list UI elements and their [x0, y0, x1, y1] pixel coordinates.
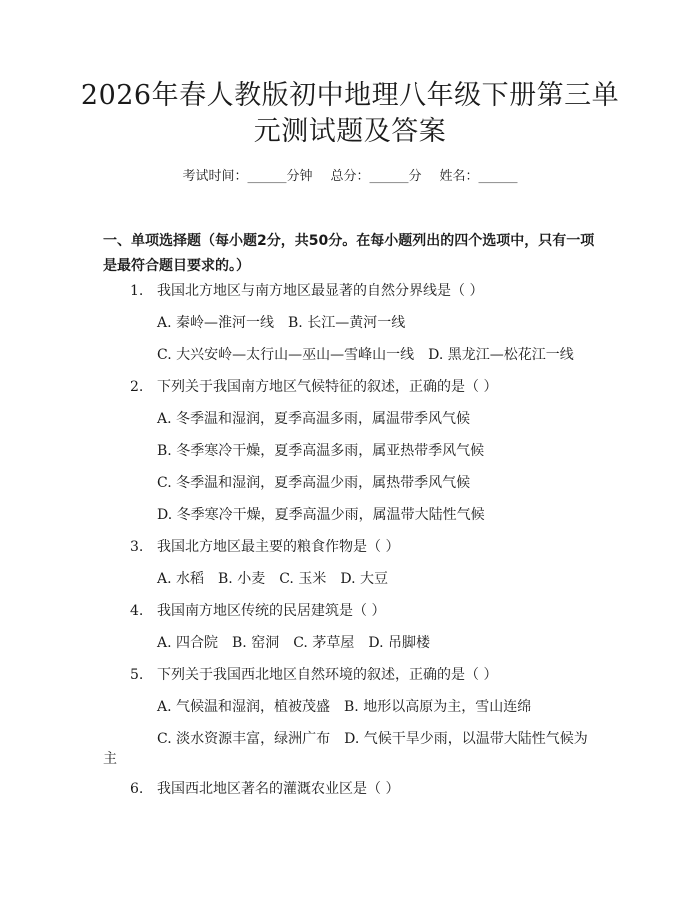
option-c: C. 淡水资源丰富，绿洲广布 — [157, 731, 331, 747]
question-stem: 我国南方地区传统的民居建筑是（ ） — [157, 603, 386, 619]
question-number: 4. — [130, 603, 144, 619]
option-d: D. 大豆 — [340, 571, 388, 587]
question-number: 1. — [130, 283, 144, 299]
option-d: D. 黑龙江—松花江一线 — [428, 347, 574, 363]
document-title — [60, 78, 640, 150]
question-6 — [130, 779, 399, 799]
option-d: D. 吊脚楼 — [368, 635, 430, 651]
question-3 — [130, 537, 399, 557]
question-2 — [130, 377, 497, 397]
question-1 — [130, 281, 483, 301]
question-4 — [130, 601, 385, 621]
option-a: A. 水稻 — [157, 571, 205, 587]
question-number: 3. — [130, 539, 144, 555]
question-stem: 下列关于我国西北地区自然环境的叙述，正确的是（ ） — [157, 667, 498, 683]
option-c: C. 茅草屋 — [293, 635, 355, 651]
option-b: B. 冬季寒冷干燥，夏季高温多雨，属亚热带季风气候 — [157, 443, 485, 459]
question-number: 5. — [130, 667, 144, 683]
section-heading-line-1: 一、单项选择题（每小题2分，共50分。在每小题列出的四个选项中，只有一项 — [103, 233, 595, 249]
question-5-options-row-1 — [157, 697, 545, 717]
option-a: A. 秦岭—淮河一线 — [157, 315, 275, 331]
title-line-2: 元测试题及答案 — [253, 116, 447, 147]
question-number: 2. — [130, 379, 144, 395]
option-d: D. 冬季寒冷干燥，夏季高温少雨，属温带大陆性气候 — [157, 507, 485, 523]
question-stem: 我国西北地区著名的灌溉农业区是（ ） — [157, 781, 400, 797]
option-a: A. 冬季温和湿润，夏季高温多雨，属温带季风气候 — [157, 411, 471, 427]
option-b: B. 小麦 — [218, 571, 266, 587]
option-d-continuation: 主 — [103, 751, 117, 767]
question-5 — [130, 665, 497, 685]
section-heading-line-2: 是最符合题目要求的。） — [103, 258, 250, 274]
option-a: A. 气候温和湿润，植被茂盛 — [157, 699, 331, 715]
title-line-1: 2026年春人教版初中地理八年级下册第三单 — [80, 80, 620, 111]
question-1-options-row-1 — [157, 313, 419, 333]
section-heading — [103, 229, 608, 279]
exam-time: 考试时间：______分钟 — [182, 169, 313, 184]
total-score: 总分：______分 — [330, 169, 422, 184]
question-stem: 我国北方地区与南方地区最显著的自然分界线是（ ） — [157, 283, 484, 299]
option-c: C. 玉米 — [279, 571, 327, 587]
question-stem: 我国北方地区最主要的粮食作物是（ ） — [157, 539, 400, 555]
option-d: D. 气候干旱少雨，以温带大陆性气候为 — [344, 731, 588, 747]
question-4-options — [157, 633, 444, 653]
question-3-options — [157, 569, 402, 589]
option-b: B. 长江—黄河一线 — [288, 315, 406, 331]
question-1-options-row-2 — [157, 345, 588, 365]
student-name: 姓名：______ — [439, 169, 518, 184]
exam-meta — [0, 168, 700, 186]
question-number: 6. — [130, 781, 144, 797]
question-stem: 下列关于我国南方地区气候特征的叙述，正确的是（ ） — [157, 379, 498, 395]
option-b: B. 地形以高原为主，雪山连绵 — [344, 699, 532, 715]
question-5-options-row-2 — [157, 729, 602, 749]
option-a: A. 四合院 — [157, 635, 219, 651]
option-c: C. 冬季温和湿润，夏季高温少雨，属热带季风气候 — [157, 475, 471, 491]
option-c: C. 大兴安岭—太行山—巫山—雪峰山一线 — [157, 347, 415, 363]
option-b: B. 窑洞 — [232, 635, 280, 651]
